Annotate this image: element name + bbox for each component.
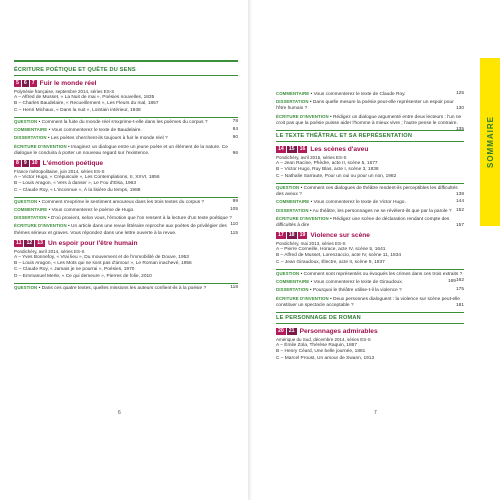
corpus-item: B – Victor Hugo, Ruy Blas, acte I, scène 3, 1838 xyxy=(276,167,379,173)
subject-heading xyxy=(276,232,464,239)
toc-entry-invention[interactable]: ÉCRITURE D'INVENTION • Rédigez un dialogue argumenté entre deux lecteurs : l'un ne croit pas que la poésie puisse aider l'homme à mieux vivre ; l'autre pense le contraire. 135 xyxy=(276,113,464,133)
page-number: 6 xyxy=(118,410,121,416)
toc-entry-invention[interactable]: ÉCRITURE D'INVENTION • Deux personnes dialoguent : la violence sur scène peut-elle constituer un spectacle acceptable ? 181 xyxy=(276,295,464,308)
section-title: ÉCRITURE POÉTIQUE ET QUÊTE DU SENS xyxy=(14,66,238,76)
sommaire-tab[interactable] xyxy=(480,58,500,226)
toc-entry-question[interactable]: QUESTION • Comment sont représentés ou évoqués les crimes dans ces trois extraits ? 162 xyxy=(276,271,464,284)
divider xyxy=(14,117,238,118)
subject-number: 5 xyxy=(16,80,19,86)
subject-title[interactable]: Violence sur scène xyxy=(310,232,370,240)
subject-number: 18 xyxy=(288,232,295,239)
section-title: LE TEXTE THÉÂTRAL ET SA REPRÉSENTATION xyxy=(276,130,464,142)
corpus-item: C – Henri Michaux, « Dans la nuit », Lointain intérieur, 1938 xyxy=(14,107,141,113)
corpus-item: C – Marcel Proust, Un amour de Swann, 1913 xyxy=(276,355,375,361)
subject-number: 12 xyxy=(26,239,33,246)
subject-number: 9 xyxy=(23,159,27,166)
toc-entry-invention[interactable]: ÉCRITURE D'INVENTION • Un article dans une revue littéraire reproche aux poètes de privilégier des thèmes sérieux et graves. Vous répondez dans une lettre ouverte à la revue. 115 xyxy=(14,223,238,236)
subject-number: 20 xyxy=(278,328,284,335)
subject-number: 21 xyxy=(288,328,295,335)
corpus-item: A – Alfred de Musset, « La Nuit de mai », Poésies nouvelles, 1835 xyxy=(14,95,155,100)
toc-entry-dissertation[interactable]: DISSERTATION • Au théâtre, les personnages ne se révèlent-ils que par la parole ? 152 xyxy=(276,207,464,214)
subject-title[interactable]: L'émotion poétique xyxy=(42,159,104,167)
subject-number: 17 xyxy=(278,232,284,239)
subject-number: 11 xyxy=(16,239,22,246)
toc-entry-commentaire[interactable]: COMMENTAIRE • Vous commenterez le texte de Baudelaire. 84 xyxy=(14,127,238,134)
subject-number: 10 xyxy=(31,159,38,166)
left-page xyxy=(0,0,249,500)
subject-number: 16 xyxy=(299,146,306,153)
subject-title[interactable]: Fuir le monde réel xyxy=(39,80,97,87)
divider xyxy=(276,269,464,270)
right-content xyxy=(276,90,464,362)
subject-title[interactable]: Les scènes d'aveu xyxy=(310,146,369,154)
toc-entry-question[interactable]: QUESTION • Comment la fuite du monde réel s'exprime-t-elle dans les poèmes du corpus ? 78 xyxy=(14,118,238,125)
subject-number: 15 xyxy=(288,146,295,153)
subject-source: France métropolitaine, juin 2014, séries ES-S xyxy=(14,168,105,174)
subject-number: 14 xyxy=(278,146,284,153)
corpus-item: B – Charles Baudelaire, « Recueillement », Les Fleurs du mal, 1857 xyxy=(14,101,159,107)
divider xyxy=(276,183,464,184)
toc-entry-dissertation[interactable]: DISSERTATION • Dans quelle mesure la poésie peut-elle représenter un espoir pour l'être humain ? 130 xyxy=(276,99,464,112)
divider xyxy=(14,197,238,198)
sommaire-tab-label: SOMMAIRE xyxy=(485,116,495,168)
section-title: LE PERSONNAGE DE ROMAN xyxy=(276,312,464,324)
top-rule xyxy=(14,60,238,62)
subject-source: Pondichéry, avril 2015, séries ES-S xyxy=(276,155,347,161)
toc-entry-commentaire[interactable]: COMMENTAIRE • Vous commenterez le texte de Giraudoux. 169 xyxy=(276,279,456,286)
subject-heading xyxy=(14,160,238,167)
subject-heading xyxy=(14,80,238,87)
corpus-item: B – Louis Aragon, « Vers à danser », Le Fou d'Elsa, 1963 xyxy=(14,181,136,187)
corpus-item: B – Alfred de Musset, Lorenzaccio, acte IV, scène 11, 1834 xyxy=(276,253,402,259)
left-content xyxy=(14,66,238,292)
corpus-item: C – Claude Roy, « Jamais je ne pourrai », Poésies, 1970 xyxy=(14,267,135,273)
toc-entry-question[interactable]: QUESTION • Dans ces quatre textes, quelles missions les auteurs confient-ils à la poésie ? 118 xyxy=(14,285,238,291)
corpus-item: A – Émile Zola, Thérèse Raquin, 1867 xyxy=(276,343,357,349)
subject-number: 6 xyxy=(23,80,27,86)
subject-heading xyxy=(276,328,464,335)
subject-number: 8 xyxy=(16,159,19,166)
subject-source: Polynésie française, septembre 2014, séries ES-S xyxy=(14,89,115,94)
toc-entry-question[interactable]: QUESTION • Comment ces dialogues de théâtre rendent-ils perceptibles les difficultés des aveux ? 138 xyxy=(276,184,464,198)
toc-entry-dissertation[interactable]: DISSERTATION • D'où provient, selon vous, l'émotion que l'on ressent à la lecture d'un texte poétique ? 110 xyxy=(14,215,238,228)
corpus-item: D – Emmanuel Merle, « Ce qui demeure », Pierres de folie, 2010 xyxy=(14,273,152,279)
right-page xyxy=(252,0,500,500)
toc-entry-invention[interactable]: ÉCRITURE D'INVENTION • Rédigez une scène de déclaration rendant compte des difficultés à dire 157 xyxy=(276,215,464,228)
corpus-item: B – Henry Céard, Une belle journée, 1881 xyxy=(276,349,366,355)
toc-entry-question[interactable]: QUESTION • Comment s'exprime le sentiment amoureux dans les trois textes du corpus ? 99 xyxy=(14,198,238,205)
toc-entry-dissertation[interactable]: DISSERTATION • Les poètes cherchent-ils toujours à fuir le monde réel ? 90 xyxy=(14,135,238,142)
toc-entry-dissertation[interactable]: DISSERTATION • Pourquoi le théâtre utilise-t-il la violence ? 175 xyxy=(276,287,464,294)
corpus-item: B – Louis Aragon, « Les Mots qui ne sont pas d'amour », Le Roman inachevé, 1956 xyxy=(14,261,192,267)
subject-source: Pondichéry, avril 2014, séries ES-S xyxy=(14,248,85,254)
subject-source: Amérique du Sud, décembre 2014, séries ES-S xyxy=(276,337,371,343)
divider xyxy=(14,283,238,284)
corpus-item: A – Jean Racine, Phèdre, acte II, scène 5, 1677 xyxy=(276,161,378,167)
corpus-item: A – Pierre Corneille, Horace, acte IV, scène 5, 1641 xyxy=(276,247,386,253)
corpus-item: C – Jean Giraudoux, Électre, acte II, scène 9, 1937 xyxy=(276,259,385,265)
subject-source: Pondichéry, mai 2013, séries ES-S xyxy=(276,241,346,247)
subject-number: 7 xyxy=(31,80,35,86)
subject-number: 19 xyxy=(299,232,306,239)
toc-entry-commentaire[interactable]: COMMENTAIRE • Vous commenterez le texte de Victor Hugo. 144 xyxy=(276,199,464,206)
subject-title[interactable]: Un espoir pour l'être humain xyxy=(48,239,138,247)
toc-entry-commentaire[interactable]: COMMENTAIRE • Vous commenterez le texte de Claude Roy. 125 xyxy=(276,91,464,97)
subject-heading xyxy=(276,146,464,153)
subject-number: 13 xyxy=(37,239,44,246)
corpus-item: A – Victor Hugo, « Crépuscule », Les Contemplations, II, XXVI, 1856 xyxy=(14,174,160,180)
page-number: 7 xyxy=(374,410,377,416)
corpus-item: C – Nathalie Sarraute, Pour un oui ou pour un non, 1982 xyxy=(276,173,397,179)
subject-heading xyxy=(14,240,238,247)
toc-entry-commentaire[interactable]: COMMENTAIRE • Vous commenterez le poème de Hugo. 105 xyxy=(14,207,238,213)
toc-entry-invention[interactable]: ÉCRITURE D'INVENTION • Imaginez un dialogue entre un jeune poète et un élément de la nature. Ce dialogue le conduira à porter un nouveau regard sur l'existence. 96 xyxy=(14,143,238,156)
corpus-item: A – Yves Bonnefoy, « Vrai lieu », Du mouvement et de l'immobilité de Douve, 1953 xyxy=(14,254,189,260)
corpus-item: C – Claude Roy, « L'inconnue », À la lisière du temps, 1988 xyxy=(14,187,141,193)
subject-title[interactable]: Personnages admirables xyxy=(299,328,378,336)
